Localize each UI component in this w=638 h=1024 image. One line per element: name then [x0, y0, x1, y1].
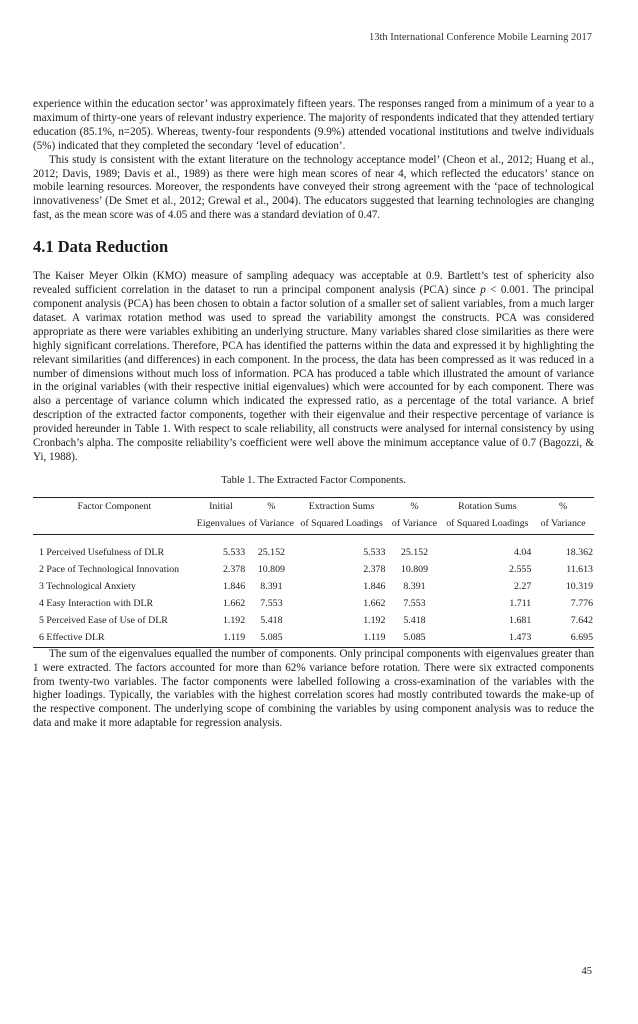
table-row: [33, 562, 594, 579]
header-cell: of Squared Loadings: [297, 515, 387, 535]
value-cell: 5.085: [403, 631, 426, 643]
value-cell: 10.809: [400, 563, 429, 575]
header-cell: Factor Component: [77, 500, 152, 512]
factor-name-cell: 5 Perceived Ease of Use of DLR: [39, 614, 168, 626]
value-cell: 1.119: [223, 631, 246, 643]
header-cell: Extraction Sums: [308, 500, 375, 512]
value-cell: 2.378: [222, 563, 246, 575]
value-cell: 1.846: [363, 580, 386, 592]
value-cell: 11.613: [566, 563, 593, 575]
value-cell: 1.681: [509, 614, 532, 626]
header-cell: of Variance: [246, 515, 296, 535]
header-cell: Eigenvalues: [196, 515, 246, 535]
value-cell: 1.846: [222, 580, 246, 592]
table-row: [33, 630, 594, 648]
value-cell: 1.473: [509, 631, 532, 643]
factor-name-cell: 2 Pace of Technological Innovation: [39, 563, 180, 575]
table-header-row: [33, 497, 594, 515]
value-cell: 25.152: [400, 546, 429, 558]
value-cell: 8.391: [260, 580, 283, 592]
value-cell: 18.362: [565, 546, 593, 558]
value-cell: 6.695: [570, 631, 593, 643]
value-cell: 1.711: [509, 597, 532, 609]
paragraph-experience: experience within the education sector’ was approximately fifteen years. The responses ranged from a minimum of a year to a maximum of thirty-one years of relevant industry experience. The majority of respondents indicated that they attended tertiary education (85.1%, n=205). Whereas, twenty-four respondents (9.9%) attended vocational institutions and twelve individuals (5%) indicated that they completed the secondary ‘level of education’.: [33, 98, 594, 152]
header-cell: Initial: [209, 500, 233, 512]
value-cell: 2.555: [509, 563, 532, 575]
header-cell: of Squared Loadings: [443, 515, 533, 535]
table-row: [33, 579, 594, 596]
paragraph-tam-consistency: This study is consistent with the extant literature on the technology acceptance model’ (Cheon et al., 2012; Huang et al., 2012; Davis, 1989; Davis et al., 1989) as there were high mean scores of near 4, which reflected the educators’ stance on mobile learning resources. Moreover, the respondents have conveyed their strong agreement with the ‘pace of technological innovativeness’ (De Smet et al., 2012; Grewal et al., 2004). The educators suggested that learning technologies are changing fast, as the mean score was of 4.05 and there was a standard deviation of 0.47.: [33, 153, 594, 222]
paragraph-pca-part2: < 0.001. The principal component analysis (PCA) has been chosen to obtain a factor solution of a smaller set of salient variables, from a much larger dataset. A varimax rotation method was used to spread the variability amongst the constructs. PCA was considered appropriate as there were variables exhibiting an underlying structure. Many variables shared close similarities as there were highly significant correlations. Therefore, PCA has identified the patterns within the data and expressed it by highlighting the relevant similarities (and differences) in each component. In the process, the data has been compressed as it was reduced in a number of dimensions without much loss of information. PCA has produced a table which illustrated the amount of variance in the original variables (with their respective initial eigenvalues) which were accounted for by each component. There was also a percentage of variance column which indicated the expressed ratio, as a percentage of the total variance. A brief description of the extracted factor components, together with their eigenvalue and their respective percentage of variance is provided hereunder in Table 1. With respect to scale reliability, all constructs were analysed for internal consistency by using Cronbach’s alpha. The composite reliability’s coefficient were well above the minimum acceptance value of 0.7 (Bagozzi, & Yi, 1988).: [33, 284, 595, 463]
table-spacer-row: [33, 534, 594, 545]
paragraph-eigenvalues: The sum of the eigenvalues equalled the number of components. Only principal components with eigenvalues greater than 1 were extracted. The factors accounted for more than 62% variance before rotation. There were six extracted components from twenty-two variables. The factor components were labelled following a cross-examination of the variables with the higher loadings. Typically, the variables with the highest correlation scores had mostly contributed towards the make-up of the respective component. The underlying scope of combining the variables by using component analysis was to reduce the data and make it more adaptable for regression analysis.: [33, 647, 594, 730]
header-cell: %: [559, 500, 568, 512]
p-value-symbol: p: [480, 284, 486, 297]
value-cell: 1.192: [363, 614, 386, 626]
table-caption: Table 1. The Extracted Factor Components.: [221, 474, 406, 486]
table-row: [33, 613, 594, 630]
value-cell: 7.776: [570, 597, 593, 609]
value-cell: 2.378: [363, 563, 386, 575]
value-cell: 4.04: [513, 546, 532, 558]
page-body: [33, 98, 594, 731]
table-row: [33, 596, 594, 613]
value-cell: 1.662: [222, 597, 246, 609]
value-cell: 2.27: [513, 580, 532, 592]
value-cell: 8.391: [403, 580, 426, 592]
value-cell: 5.418: [260, 614, 283, 626]
value-cell: 5.533: [363, 546, 386, 558]
running-header: 13th International Conference Mobile Learning 2017: [368, 32, 592, 43]
factor-components-table: [33, 497, 594, 648]
value-cell: 5.533: [222, 546, 246, 558]
factor-name-cell: 6 Effective DLR: [39, 631, 105, 643]
table-row: [33, 545, 594, 562]
value-cell: 5.418: [403, 614, 426, 626]
paragraph-pca-part1: The Kaiser Meyer Olkin (KMO) measure of sampling adequacy was acceptable at 0.9. Bartlett’s test of sphericity also revealed sufficient correlation in the dataset to run a principal component analysis (PCA) since: [33, 270, 594, 297]
table-header-row: [33, 515, 594, 535]
header-cell: of Variance: [532, 515, 594, 535]
value-cell: 5.085: [260, 631, 283, 643]
value-cell: 1.662: [363, 597, 386, 609]
value-cell: 7.553: [260, 597, 283, 609]
header-cell: Rotation Sums: [458, 500, 517, 512]
value-cell: 10.809: [257, 563, 285, 575]
value-cell: 7.553: [403, 597, 426, 609]
header-cell: of Variance: [386, 515, 442, 535]
page-number: 45: [581, 966, 592, 977]
spacer-cell: [33, 534, 594, 545]
paragraph-pca: [33, 270, 594, 465]
header-cell: %: [410, 500, 419, 512]
value-cell: 7.642: [570, 614, 593, 626]
value-cell: 25.152: [257, 546, 285, 558]
header-cell: %: [267, 500, 276, 512]
value-cell: 10.319: [565, 580, 593, 592]
factor-name-cell: 1 Perceived Usefulness of DLR: [39, 546, 165, 558]
factor-name-cell: 4 Easy Interaction with DLR: [39, 597, 154, 609]
factor-name-cell: 3 Technological Anxiety: [39, 580, 136, 592]
section-heading-data-reduction: 4.1 Data Reduction: [33, 237, 169, 257]
value-cell: 1.192: [222, 614, 246, 626]
header-cell: [33, 515, 196, 535]
value-cell: 1.119: [363, 631, 386, 643]
